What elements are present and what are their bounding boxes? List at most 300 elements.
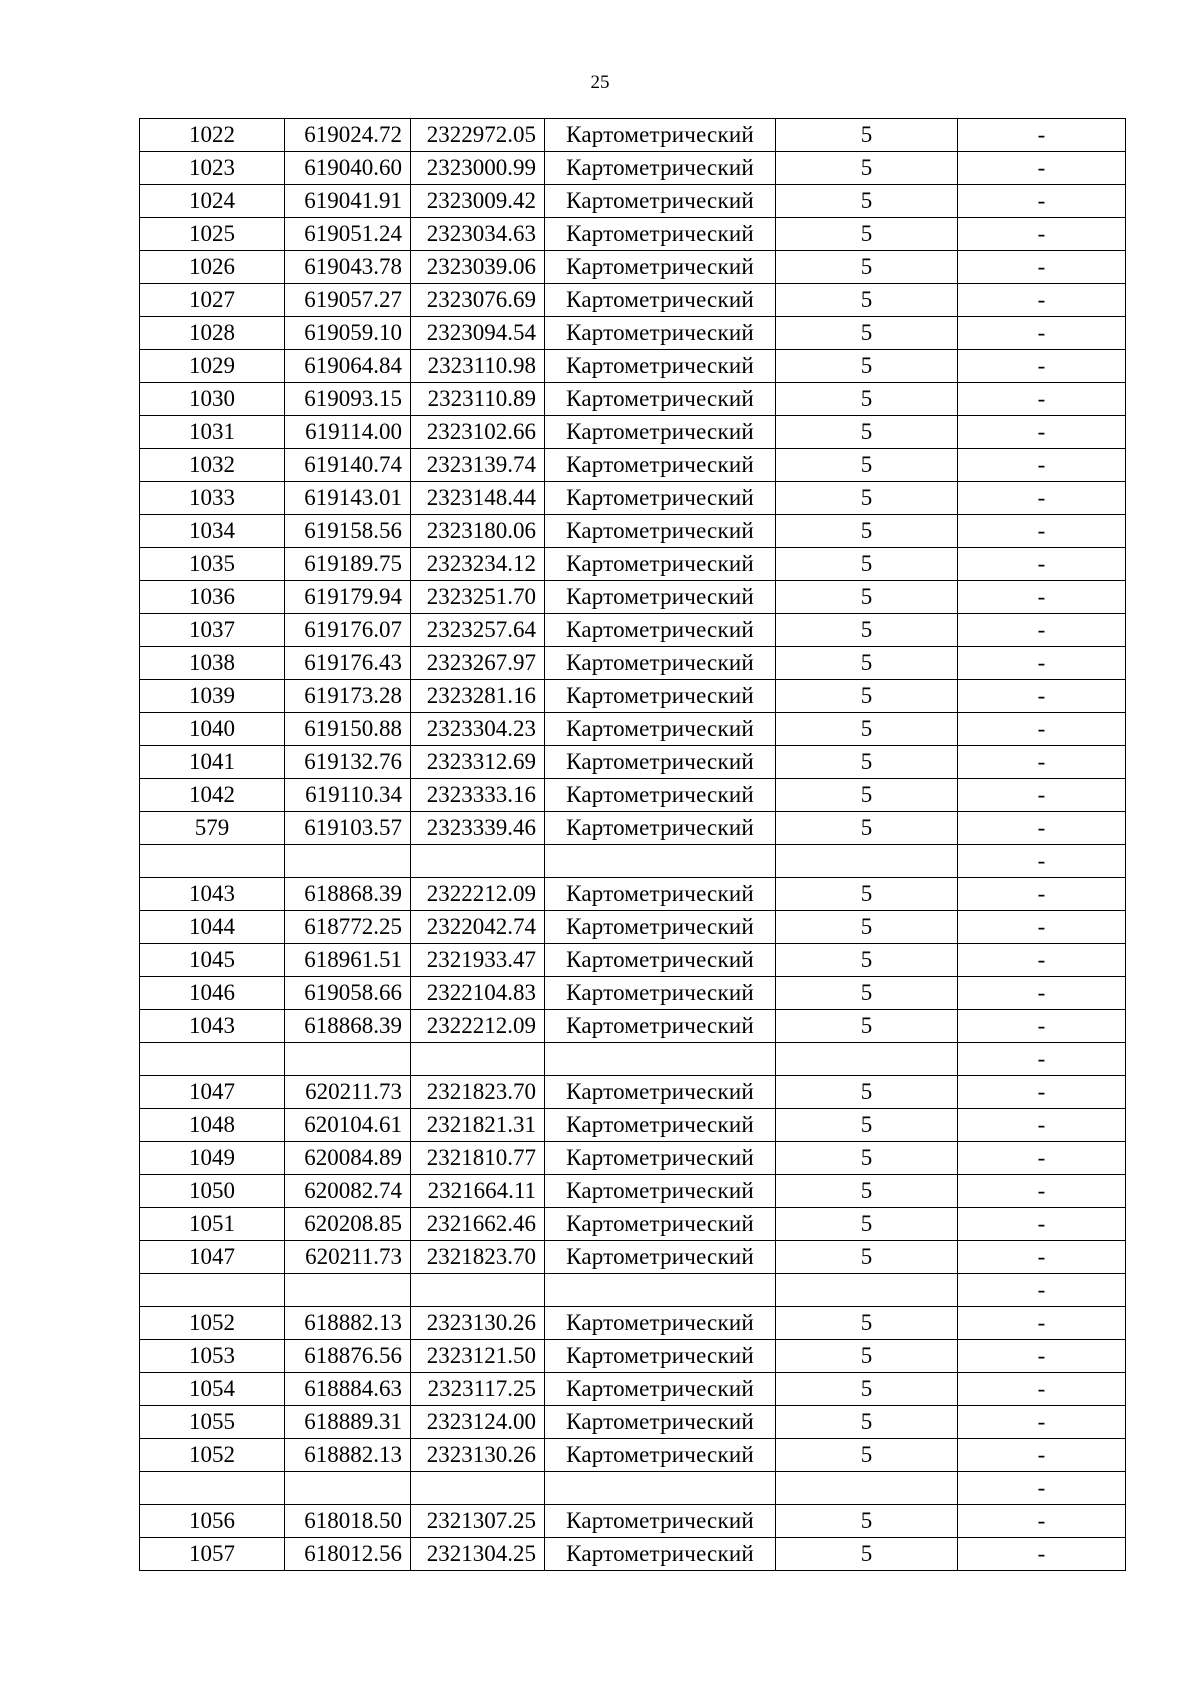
cell-x-coordinate: 619150.88 — [285, 713, 411, 746]
cell-y-coordinate: 2321823.70 — [411, 1241, 545, 1274]
cell-point-number: 1040 — [140, 713, 285, 746]
cell-note: - — [958, 614, 1126, 647]
cell-method: Картометрический — [545, 1340, 776, 1373]
cell-point-number: 1047 — [140, 1241, 285, 1274]
cell-y-coordinate: 2323304.23 — [411, 713, 545, 746]
cell-point-number: 1055 — [140, 1406, 285, 1439]
cell-x-coordinate: 620082.74 — [285, 1175, 411, 1208]
cell-note: - — [958, 1373, 1126, 1406]
cell-method: Картометрический — [545, 647, 776, 680]
cell-x-coordinate: 620211.73 — [285, 1076, 411, 1109]
table-row — [140, 1472, 1126, 1505]
cell-accuracy: 5 — [776, 152, 958, 185]
cell-x-coordinate: 620208.85 — [285, 1208, 411, 1241]
cell-accuracy: 5 — [776, 1241, 958, 1274]
coordinates-table-body — [140, 119, 1126, 1571]
cell-accuracy: 5 — [776, 911, 958, 944]
table-row — [140, 911, 1126, 944]
cell-method: Картометрический — [545, 482, 776, 515]
cell-method: Картометрический — [545, 713, 776, 746]
cell-x-coordinate: 619132.76 — [285, 746, 411, 779]
table-row — [140, 185, 1126, 218]
cell-x-coordinate: 619057.27 — [285, 284, 411, 317]
cell-x-coordinate: 619114.00 — [285, 416, 411, 449]
table-row — [140, 647, 1126, 680]
cell-point-number: 1036 — [140, 581, 285, 614]
cell-accuracy — [776, 845, 958, 878]
cell-point-number: 1028 — [140, 317, 285, 350]
cell-method: Картометрический — [545, 515, 776, 548]
cell-note: - — [958, 1175, 1126, 1208]
cell-x-coordinate: 620084.89 — [285, 1142, 411, 1175]
cell-point-number — [140, 1472, 285, 1505]
cell-note: - — [958, 1010, 1126, 1043]
cell-point-number: 1057 — [140, 1538, 285, 1571]
table-row — [140, 1208, 1126, 1241]
cell-note: - — [958, 845, 1126, 878]
cell-x-coordinate: 619158.56 — [285, 515, 411, 548]
cell-accuracy: 5 — [776, 647, 958, 680]
table-row — [140, 1175, 1126, 1208]
cell-x-coordinate — [285, 1274, 411, 1307]
cell-accuracy: 5 — [776, 779, 958, 812]
cell-method: Картометрический — [545, 152, 776, 185]
cell-x-coordinate — [285, 845, 411, 878]
table-row — [140, 548, 1126, 581]
cell-x-coordinate: 619143.01 — [285, 482, 411, 515]
cell-point-number: 1035 — [140, 548, 285, 581]
cell-note: - — [958, 548, 1126, 581]
cell-y-coordinate: 2322104.83 — [411, 977, 545, 1010]
cell-note: - — [958, 350, 1126, 383]
cell-method: Картометрический — [545, 680, 776, 713]
table-row — [140, 779, 1126, 812]
table-row — [140, 1274, 1126, 1307]
table-row — [140, 317, 1126, 350]
table-row — [140, 1340, 1126, 1373]
cell-accuracy: 5 — [776, 218, 958, 251]
cell-point-number: 1042 — [140, 779, 285, 812]
cell-y-coordinate: 2323039.06 — [411, 251, 545, 284]
cell-x-coordinate: 619173.28 — [285, 680, 411, 713]
cell-method: Картометрический — [545, 548, 776, 581]
cell-y-coordinate — [411, 1274, 545, 1307]
cell-accuracy: 5 — [776, 1373, 958, 1406]
cell-y-coordinate: 2323180.06 — [411, 515, 545, 548]
cell-point-number: 1027 — [140, 284, 285, 317]
table-row — [140, 449, 1126, 482]
cell-x-coordinate: 619040.60 — [285, 152, 411, 185]
cell-note: - — [958, 1076, 1126, 1109]
cell-point-number: 1046 — [140, 977, 285, 1010]
cell-accuracy — [776, 1472, 958, 1505]
cell-point-number: 1051 — [140, 1208, 285, 1241]
table-row — [140, 1043, 1126, 1076]
cell-y-coordinate: 2321821.31 — [411, 1109, 545, 1142]
cell-note: - — [958, 878, 1126, 911]
cell-x-coordinate: 619110.34 — [285, 779, 411, 812]
cell-note: - — [958, 812, 1126, 845]
cell-note: - — [958, 1307, 1126, 1340]
cell-x-coordinate: 618882.13 — [285, 1307, 411, 1340]
cell-y-coordinate: 2323121.50 — [411, 1340, 545, 1373]
cell-method: Картометрический — [545, 911, 776, 944]
cell-method: Картометрический — [545, 449, 776, 482]
cell-note: - — [958, 581, 1126, 614]
cell-point-number: 1037 — [140, 614, 285, 647]
cell-point-number: 1022 — [140, 119, 285, 152]
cell-point-number — [140, 1043, 285, 1076]
cell-accuracy: 5 — [776, 185, 958, 218]
table-row — [140, 1439, 1126, 1472]
cell-x-coordinate: 619064.84 — [285, 350, 411, 383]
cell-y-coordinate: 2323281.16 — [411, 680, 545, 713]
cell-x-coordinate: 618889.31 — [285, 1406, 411, 1439]
cell-point-number: 1038 — [140, 647, 285, 680]
cell-note: - — [958, 1340, 1126, 1373]
cell-note: - — [958, 1208, 1126, 1241]
cell-y-coordinate: 2323130.26 — [411, 1307, 545, 1340]
cell-accuracy: 5 — [776, 1439, 958, 1472]
table-row — [140, 581, 1126, 614]
cell-method: Картометрический — [545, 779, 776, 812]
table-row — [140, 614, 1126, 647]
cell-method: Картометрический — [545, 944, 776, 977]
cell-x-coordinate: 618868.39 — [285, 1010, 411, 1043]
cell-point-number: 1031 — [140, 416, 285, 449]
table-row — [140, 119, 1126, 152]
cell-method: Картометрический — [545, 878, 776, 911]
table-row — [140, 1406, 1126, 1439]
cell-y-coordinate: 2323139.74 — [411, 449, 545, 482]
table-row — [140, 251, 1126, 284]
cell-note: - — [958, 779, 1126, 812]
cell-point-number: 1043 — [140, 1010, 285, 1043]
cell-x-coordinate: 618772.25 — [285, 911, 411, 944]
cell-note: - — [958, 317, 1126, 350]
table-row — [140, 1373, 1126, 1406]
cell-point-number: 1053 — [140, 1340, 285, 1373]
cell-x-coordinate: 619103.57 — [285, 812, 411, 845]
cell-method: Картометрический — [545, 1439, 776, 1472]
cell-accuracy: 5 — [776, 515, 958, 548]
cell-y-coordinate: 2321933.47 — [411, 944, 545, 977]
cell-accuracy: 5 — [776, 746, 958, 779]
cell-y-coordinate: 2321664.11 — [411, 1175, 545, 1208]
table-row — [140, 746, 1126, 779]
cell-y-coordinate: 2321810.77 — [411, 1142, 545, 1175]
cell-note: - — [958, 680, 1126, 713]
table-row — [140, 1307, 1126, 1340]
cell-method: Картометрический — [545, 1307, 776, 1340]
cell-accuracy: 5 — [776, 383, 958, 416]
cell-point-number — [140, 845, 285, 878]
cell-method: Картометрический — [545, 746, 776, 779]
table-row — [140, 713, 1126, 746]
cell-note: - — [958, 251, 1126, 284]
table-row — [140, 845, 1126, 878]
cell-x-coordinate: 619058.66 — [285, 977, 411, 1010]
cell-accuracy: 5 — [776, 1538, 958, 1571]
cell-x-coordinate: 620104.61 — [285, 1109, 411, 1142]
cell-x-coordinate: 620211.73 — [285, 1241, 411, 1274]
cell-point-number: 1052 — [140, 1439, 285, 1472]
cell-note: - — [958, 1274, 1126, 1307]
cell-note: - — [958, 119, 1126, 152]
cell-method: Картометрический — [545, 812, 776, 845]
cell-x-coordinate: 619051.24 — [285, 218, 411, 251]
cell-y-coordinate: 2322972.05 — [411, 119, 545, 152]
table-row — [140, 515, 1126, 548]
cell-y-coordinate — [411, 1472, 545, 1505]
cell-x-coordinate: 619059.10 — [285, 317, 411, 350]
cell-x-coordinate: 619043.78 — [285, 251, 411, 284]
cell-y-coordinate: 2323339.46 — [411, 812, 545, 845]
cell-point-number: 1043 — [140, 878, 285, 911]
cell-y-coordinate: 2322212.09 — [411, 1010, 545, 1043]
cell-note: - — [958, 482, 1126, 515]
cell-accuracy: 5 — [776, 713, 958, 746]
cell-y-coordinate: 2323117.25 — [411, 1373, 545, 1406]
table-row — [140, 680, 1126, 713]
cell-method: Картометрический — [545, 977, 776, 1010]
cell-accuracy: 5 — [776, 548, 958, 581]
cell-point-number: 1045 — [140, 944, 285, 977]
cell-method: Картометрический — [545, 350, 776, 383]
table-row — [140, 977, 1126, 1010]
cell-point-number: 1054 — [140, 1373, 285, 1406]
cell-point-number: 1026 — [140, 251, 285, 284]
cell-method: Картометрический — [545, 1109, 776, 1142]
cell-method: Картометрический — [545, 284, 776, 317]
cell-accuracy: 5 — [776, 416, 958, 449]
cell-method: Картометрический — [545, 1208, 776, 1241]
cell-accuracy: 5 — [776, 317, 958, 350]
cell-y-coordinate: 2323110.98 — [411, 350, 545, 383]
cell-point-number: 1044 — [140, 911, 285, 944]
cell-method: Картометрический — [545, 1076, 776, 1109]
cell-y-coordinate: 2323009.42 — [411, 185, 545, 218]
cell-method: Картометрический — [545, 317, 776, 350]
cell-note: - — [958, 284, 1126, 317]
cell-accuracy: 5 — [776, 350, 958, 383]
cell-note: - — [958, 911, 1126, 944]
cell-method: Картометрический — [545, 1241, 776, 1274]
cell-note: - — [958, 218, 1126, 251]
table-row — [140, 218, 1126, 251]
cell-y-coordinate: 2323257.64 — [411, 614, 545, 647]
cell-accuracy: 5 — [776, 119, 958, 152]
cell-x-coordinate: 619176.07 — [285, 614, 411, 647]
cell-y-coordinate: 2321823.70 — [411, 1076, 545, 1109]
cell-x-coordinate: 619179.94 — [285, 581, 411, 614]
table-row — [140, 482, 1126, 515]
cell-note: - — [958, 1142, 1126, 1175]
cell-y-coordinate: 2323094.54 — [411, 317, 545, 350]
cell-accuracy: 5 — [776, 251, 958, 284]
cell-accuracy: 5 — [776, 284, 958, 317]
cell-y-coordinate: 2322212.09 — [411, 878, 545, 911]
cell-point-number: 1025 — [140, 218, 285, 251]
cell-point-number: 1050 — [140, 1175, 285, 1208]
cell-method: Картометрический — [545, 1142, 776, 1175]
cell-point-number: 1048 — [140, 1109, 285, 1142]
cell-accuracy: 5 — [776, 1142, 958, 1175]
cell-x-coordinate: 619140.74 — [285, 449, 411, 482]
cell-y-coordinate: 2321304.25 — [411, 1538, 545, 1571]
cell-method: Картометрический — [545, 1373, 776, 1406]
table-row — [140, 1142, 1126, 1175]
cell-accuracy: 5 — [776, 1208, 958, 1241]
cell-accuracy: 5 — [776, 449, 958, 482]
cell-method: Картометрический — [545, 614, 776, 647]
cell-method — [545, 1043, 776, 1076]
cell-y-coordinate: 2323333.16 — [411, 779, 545, 812]
cell-point-number: 579 — [140, 812, 285, 845]
cell-accuracy: 5 — [776, 1109, 958, 1142]
cell-method: Картометрический — [545, 185, 776, 218]
cell-method — [545, 1274, 776, 1307]
cell-point-number: 1056 — [140, 1505, 285, 1538]
cell-y-coordinate: 2323130.26 — [411, 1439, 545, 1472]
cell-point-number: 1052 — [140, 1307, 285, 1340]
cell-method: Картометрический — [545, 581, 776, 614]
cell-method: Картометрический — [545, 251, 776, 284]
cell-note: - — [958, 1043, 1126, 1076]
cell-method: Картометрический — [545, 1505, 776, 1538]
cell-y-coordinate: 2323110.89 — [411, 383, 545, 416]
cell-accuracy: 5 — [776, 680, 958, 713]
cell-method — [545, 845, 776, 878]
cell-accuracy: 5 — [776, 977, 958, 1010]
table-row — [140, 812, 1126, 845]
cell-point-number: 1039 — [140, 680, 285, 713]
cell-point-number: 1032 — [140, 449, 285, 482]
cell-x-coordinate: 618868.39 — [285, 878, 411, 911]
cell-note: - — [958, 944, 1126, 977]
cell-x-coordinate: 619176.43 — [285, 647, 411, 680]
cell-note: - — [958, 185, 1126, 218]
cell-y-coordinate: 2323034.63 — [411, 218, 545, 251]
cell-point-number: 1047 — [140, 1076, 285, 1109]
cell-note: - — [958, 1505, 1126, 1538]
cell-method: Картометрический — [545, 218, 776, 251]
cell-y-coordinate: 2322042.74 — [411, 911, 545, 944]
table-row — [140, 944, 1126, 977]
table-row — [140, 1010, 1126, 1043]
cell-method: Картометрический — [545, 1175, 776, 1208]
table-row — [140, 284, 1126, 317]
table-row — [140, 1109, 1126, 1142]
cell-note: - — [958, 1439, 1126, 1472]
cell-accuracy: 5 — [776, 1175, 958, 1208]
table-row — [140, 878, 1126, 911]
cell-accuracy: 5 — [776, 1505, 958, 1538]
table-row — [140, 1241, 1126, 1274]
cell-y-coordinate: 2323312.69 — [411, 746, 545, 779]
cell-note: - — [958, 1538, 1126, 1571]
cell-x-coordinate: 619041.91 — [285, 185, 411, 218]
cell-accuracy: 5 — [776, 1406, 958, 1439]
cell-method: Картометрический — [545, 1010, 776, 1043]
table-row — [140, 1538, 1126, 1571]
cell-accuracy — [776, 1043, 958, 1076]
cell-accuracy: 5 — [776, 944, 958, 977]
cell-method: Картометрический — [545, 119, 776, 152]
cell-note: - — [958, 416, 1126, 449]
cell-accuracy: 5 — [776, 812, 958, 845]
cell-point-number: 1024 — [140, 185, 285, 218]
cell-y-coordinate: 2323124.00 — [411, 1406, 545, 1439]
table-row — [140, 152, 1126, 185]
cell-point-number: 1029 — [140, 350, 285, 383]
cell-note: - — [958, 1472, 1126, 1505]
cell-note: - — [958, 647, 1126, 680]
cell-y-coordinate: 2323251.70 — [411, 581, 545, 614]
table-row — [140, 1076, 1126, 1109]
cell-accuracy: 5 — [776, 482, 958, 515]
cell-note: - — [958, 449, 1126, 482]
cell-note: - — [958, 977, 1126, 1010]
cell-note: - — [958, 1241, 1126, 1274]
table-row — [140, 416, 1126, 449]
cell-x-coordinate: 618018.50 — [285, 1505, 411, 1538]
cell-x-coordinate: 618884.63 — [285, 1373, 411, 1406]
cell-note: - — [958, 383, 1126, 416]
cell-method: Картометрический — [545, 1406, 776, 1439]
cell-y-coordinate: 2323000.99 — [411, 152, 545, 185]
cell-x-coordinate — [285, 1472, 411, 1505]
cell-y-coordinate: 2323234.12 — [411, 548, 545, 581]
cell-point-number: 1041 — [140, 746, 285, 779]
cell-method: Картометрический — [545, 416, 776, 449]
cell-accuracy: 5 — [776, 1076, 958, 1109]
cell-method: Картометрический — [545, 383, 776, 416]
cell-point-number: 1030 — [140, 383, 285, 416]
table-row — [140, 1505, 1126, 1538]
cell-accuracy: 5 — [776, 614, 958, 647]
cell-method: Картометрический — [545, 1538, 776, 1571]
cell-method — [545, 1472, 776, 1505]
cell-point-number: 1023 — [140, 152, 285, 185]
cell-note: - — [958, 152, 1126, 185]
cell-y-coordinate: 2323148.44 — [411, 482, 545, 515]
cell-note: - — [958, 1406, 1126, 1439]
cell-accuracy — [776, 1274, 958, 1307]
cell-accuracy: 5 — [776, 1307, 958, 1340]
cell-y-coordinate: 2323267.97 — [411, 647, 545, 680]
cell-point-number: 1034 — [140, 515, 285, 548]
cell-accuracy: 5 — [776, 878, 958, 911]
cell-y-coordinate: 2321662.46 — [411, 1208, 545, 1241]
cell-note: - — [958, 746, 1126, 779]
cell-y-coordinate: 2321307.25 — [411, 1505, 545, 1538]
page-number: 25 — [590, 72, 610, 93]
cell-note: - — [958, 515, 1126, 548]
cell-x-coordinate: 619189.75 — [285, 548, 411, 581]
table-row — [140, 383, 1126, 416]
cell-note: - — [958, 713, 1126, 746]
cell-y-coordinate — [411, 845, 545, 878]
cell-x-coordinate: 618876.56 — [285, 1340, 411, 1373]
cell-accuracy: 5 — [776, 1340, 958, 1373]
cell-y-coordinate — [411, 1043, 545, 1076]
cell-x-coordinate: 618882.13 — [285, 1439, 411, 1472]
cell-point-number: 1033 — [140, 482, 285, 515]
cell-accuracy: 5 — [776, 581, 958, 614]
cell-point-number: 1049 — [140, 1142, 285, 1175]
coordinates-table — [139, 118, 1126, 1571]
